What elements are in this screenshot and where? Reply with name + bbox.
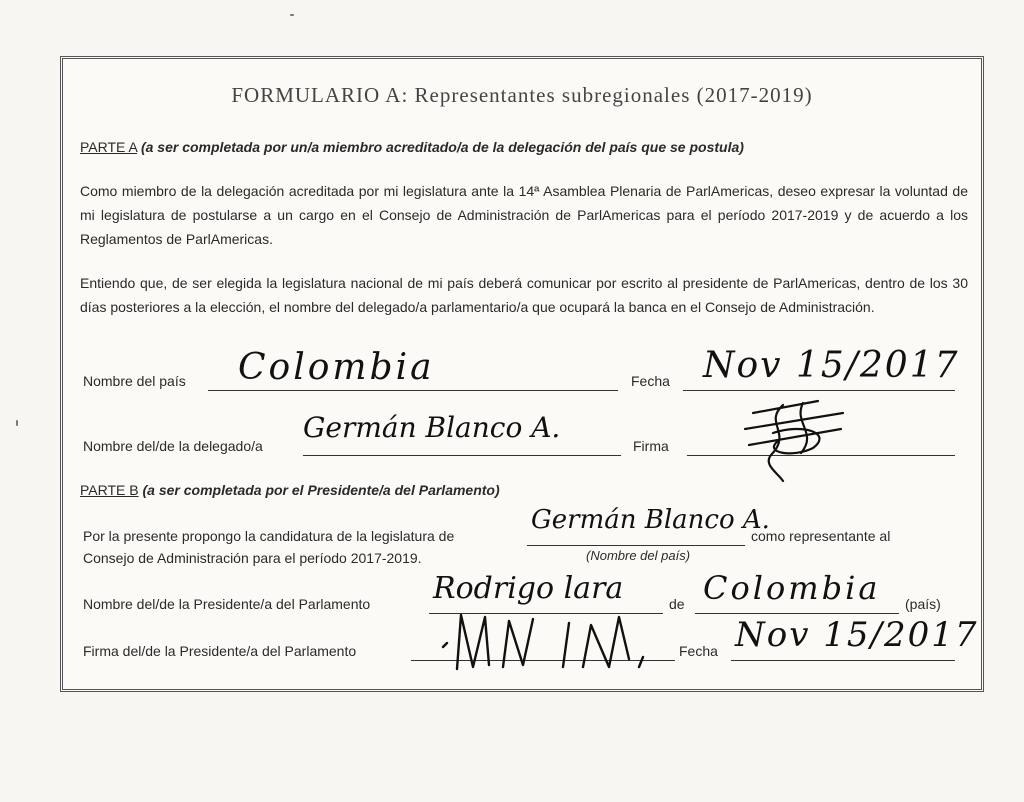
scan-speck (16, 420, 18, 426)
part-b-label: PARTE B (80, 482, 139, 498)
delegate-field[interactable] (303, 455, 621, 456)
country-suffix: (país) (905, 596, 941, 612)
part-a-note: (a ser completada por un/a miembro acreditado/a de la delegación del país que se postula) (140, 139, 744, 155)
president-country-field[interactable] (695, 613, 899, 614)
country-handwritten: Colombia (238, 347, 435, 388)
part-b-heading (80, 482, 500, 498)
country-field[interactable] (208, 390, 618, 391)
part-b-text-before: Por la presente propongo la candidatura de la legislatura de (83, 528, 455, 544)
president-date-handwritten: Nov 15/2017 (735, 615, 979, 655)
form-title: FORMULARIO A: Representantes subregionales (2017-2019) (231, 83, 813, 107)
part-a-heading (80, 139, 744, 155)
president-date-field[interactable] (731, 660, 955, 661)
of-label: de (669, 596, 685, 612)
president-signature-label: Firma del/de la Presidente/a del Parlamento (83, 643, 357, 659)
date-handwritten: Nov 15/2017 (703, 345, 960, 386)
country-label: Nombre del país (83, 373, 186, 389)
form-sheet (60, 56, 984, 692)
part-a-paragraph-2: Entiendo que, de ser elegida la legislatura nacional de mi país deberá comunicar por escrito al presidente de ParlAmericas, dentro de los 30 días posteriores a la elección, el nombre del delegado/a parlamentario/a que ocupará la banca en el Consejo de Administración. (80, 275, 968, 315)
country-caption: (Nombre del país) (586, 548, 691, 563)
part-b-note: (a ser completada por el Presidente/a del Parlamento) (142, 482, 500, 498)
part-a-paragraph-1: Como miembro de la delegación acreditada por mi legislatura ante la 14ª Asamblea Plenaria de ParlAmericas, deseo expresar la voluntad de mi legislatura de postularse a un cargo en el Consejo de Administración de ParlAmericas para el período 2017-2019 y de acuerdo a los Reglamentos de ParlAmericas. (80, 183, 968, 247)
president-country-handwritten: Colombia (703, 569, 881, 607)
president-handwritten: Rodrigo lara (433, 571, 624, 606)
delegate-handwritten: Germán Blanco A. (303, 411, 561, 444)
signature-label: Firma (633, 438, 669, 454)
delegate-label: Nombre del/de la delegado/a (83, 438, 263, 454)
delegate-signature (723, 393, 873, 483)
president-signature (433, 607, 673, 677)
part-b-text-after: como representante al (751, 528, 891, 544)
date-field[interactable] (683, 390, 955, 391)
president-label: Nombre del/de la Presidente/a del Parlamento (83, 596, 371, 612)
date-label: Fecha (631, 373, 670, 389)
candidate-field[interactable] (527, 545, 745, 546)
candidate-handwritten: Germán Blanco A. (531, 505, 770, 535)
part-b-text-line2: Consejo de Administración para el período 2017-2019. (83, 550, 422, 566)
scan-speck (290, 14, 294, 16)
part-a-label: PARTE A (80, 139, 138, 155)
president-date-label: Fecha (679, 643, 718, 659)
